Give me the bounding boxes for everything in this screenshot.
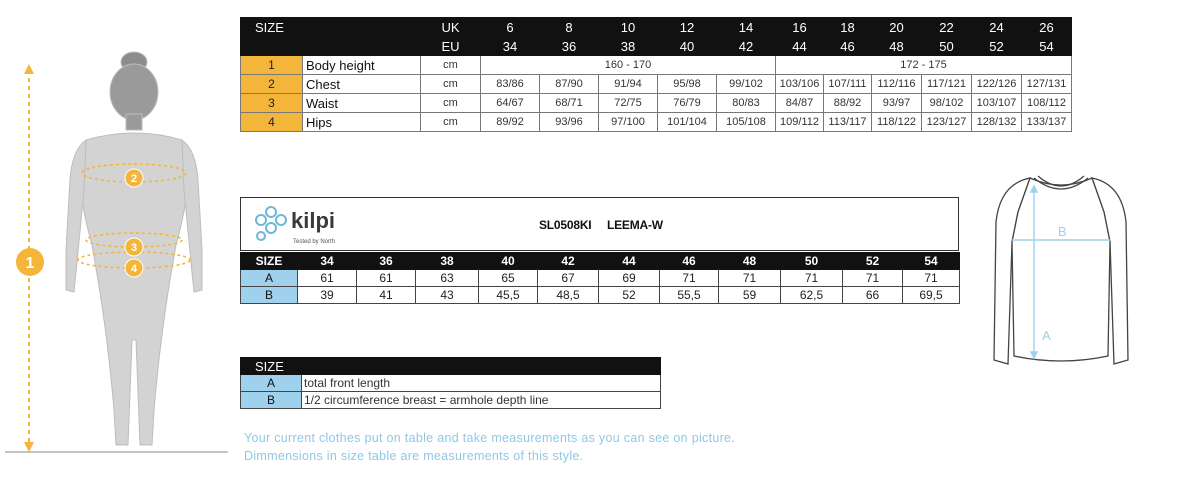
value-cell: 93/97	[872, 94, 922, 113]
legend-desc: total front length	[302, 375, 661, 392]
eu-size: 36	[540, 37, 599, 56]
svg-text:Tested by North: Tested by North	[293, 239, 336, 245]
value-cell: 99/102	[717, 75, 776, 94]
note-line: Your current clothes put on table and take measurements as you can see on picture.	[244, 431, 736, 445]
unit-cell: cm	[421, 56, 481, 75]
svg-text:3: 3	[130, 242, 138, 254]
value-cell: 88/92	[824, 94, 872, 113]
unit-cell: cm	[421, 94, 481, 113]
product-name: LEEMA-W	[607, 218, 663, 232]
measurement-notes	[244, 429, 864, 465]
size-cell: 54	[903, 253, 960, 270]
value-cell: 123/127	[922, 113, 972, 132]
size-cell: 42	[538, 253, 599, 270]
value-cell: 91/94	[599, 75, 658, 94]
legend-key: B	[241, 392, 302, 409]
uk-size: 6	[481, 18, 540, 37]
legend-desc: 1/2 circumference breast = armhole depth line	[302, 392, 661, 409]
row-number: 3	[241, 94, 303, 113]
uk-size: 18	[824, 18, 872, 37]
value-cell: 118/122	[872, 113, 922, 132]
value-cell: 93/96	[540, 113, 599, 132]
table-row	[241, 287, 960, 304]
eu-label: EU	[421, 37, 481, 56]
value-cell: 63	[416, 270, 479, 287]
row-label: Chest	[303, 75, 421, 94]
eu-size: 34	[481, 37, 540, 56]
value-cell: 69	[599, 270, 660, 287]
height-range: 160 - 170	[481, 56, 776, 75]
value-cell: 98/102	[922, 94, 972, 113]
empty-cell	[241, 37, 421, 56]
product-header-row	[241, 253, 960, 270]
value-cell: 59	[719, 287, 781, 304]
value-cell: 117/121	[922, 75, 972, 94]
table-row	[241, 75, 1072, 94]
eu-size: 46	[824, 37, 872, 56]
measure-key: B	[241, 287, 298, 304]
value-cell: 83/86	[481, 75, 540, 94]
eu-size: 52	[972, 37, 1022, 56]
eu-size: 38	[599, 37, 658, 56]
eu-size: 54	[1022, 37, 1072, 56]
size-cell: 38	[416, 253, 479, 270]
value-cell: 89/92	[481, 113, 540, 132]
value-cell: 61	[357, 270, 416, 287]
uk-size: 14	[717, 18, 776, 37]
value-cell: 71	[781, 270, 843, 287]
table-row	[241, 113, 1072, 132]
value-cell: 71	[843, 270, 903, 287]
uk-size: 20	[872, 18, 922, 37]
value-cell: 87/90	[540, 75, 599, 94]
uk-size: 24	[972, 18, 1022, 37]
svg-text:2: 2	[130, 173, 138, 185]
badge-waist	[125, 238, 143, 256]
value-cell: 71	[660, 270, 719, 287]
body-measurement-figure	[0, 40, 232, 460]
note-line: Dimmensions in size table are measurements of this style.	[244, 449, 584, 463]
brand-logo	[247, 202, 357, 248]
value-cell: 95/98	[658, 75, 717, 94]
row-label: Hips	[303, 113, 421, 132]
uk-size: 8	[540, 18, 599, 37]
size-cell: 44	[599, 253, 660, 270]
unit-cell: cm	[421, 75, 481, 94]
value-cell: 97/100	[599, 113, 658, 132]
product-header	[240, 197, 959, 251]
value-cell: 67	[538, 270, 599, 287]
legend-row	[241, 392, 661, 409]
size-cell: 52	[843, 253, 903, 270]
measure-key: A	[241, 270, 298, 287]
row-number: 1	[241, 56, 303, 75]
value-cell: 103/106	[776, 75, 824, 94]
height-range: 172 - 175	[776, 56, 1072, 75]
product-code: SL0508KI	[539, 218, 592, 232]
value-cell: 127/131	[1022, 75, 1072, 94]
size-cell: 48	[719, 253, 781, 270]
uk-size: 22	[922, 18, 972, 37]
value-cell: 55,5	[660, 287, 719, 304]
value-cell: 71	[903, 270, 960, 287]
svg-text:4: 4	[130, 263, 138, 275]
row-label: Waist	[303, 94, 421, 113]
value-cell: 133/137	[1022, 113, 1072, 132]
value-cell: 80/83	[717, 94, 776, 113]
shirt-label-b: B	[1058, 224, 1067, 239]
value-cell: 45,5	[479, 287, 538, 304]
legend-header: SIZE	[241, 358, 661, 375]
size-cell: 46	[660, 253, 719, 270]
value-cell: 113/117	[824, 113, 872, 132]
table-row	[241, 270, 960, 287]
row-number: 4	[241, 113, 303, 132]
size-cell: 50	[781, 253, 843, 270]
value-cell: 101/104	[658, 113, 717, 132]
eu-size: 40	[658, 37, 717, 56]
uk-size: 12	[658, 18, 717, 37]
value-cell: 64/67	[481, 94, 540, 113]
value-cell: 107/111	[824, 75, 872, 94]
badge-hips	[125, 259, 143, 277]
value-cell: 43	[416, 287, 479, 304]
value-cell: 122/126	[972, 75, 1022, 94]
value-cell: 48,5	[538, 287, 599, 304]
value-cell: 128/132	[972, 113, 1022, 132]
value-cell: 72/75	[599, 94, 658, 113]
row-label: Body height	[303, 56, 421, 75]
badge-height	[16, 248, 44, 276]
value-cell: 109/112	[776, 113, 824, 132]
badge-chest	[125, 169, 143, 187]
value-cell: 112/116	[872, 75, 922, 94]
size-cell: 36	[357, 253, 416, 270]
product-size-table	[240, 252, 960, 304]
legend-header-row	[241, 358, 661, 375]
eu-size: 42	[717, 37, 776, 56]
svg-text:1: 1	[25, 255, 35, 272]
size-cell: 34	[298, 253, 357, 270]
uk-label: UK	[421, 18, 481, 37]
uk-size-row	[241, 18, 1072, 37]
body-size-table	[240, 17, 1072, 132]
value-cell: 71	[719, 270, 781, 287]
eu-size: 48	[872, 37, 922, 56]
value-cell: 108/112	[1022, 94, 1072, 113]
value-cell: 66	[843, 287, 903, 304]
size-header-label: SIZE	[241, 253, 298, 270]
value-cell: 76/79	[658, 94, 717, 113]
value-cell: 62,5	[781, 287, 843, 304]
value-cell: 84/87	[776, 94, 824, 113]
size-header-label: SIZE	[241, 18, 421, 37]
value-cell: 65	[479, 270, 538, 287]
table-row	[241, 94, 1072, 113]
unit-cell: cm	[421, 113, 481, 132]
uk-size: 10	[599, 18, 658, 37]
value-cell: 52	[599, 287, 660, 304]
legend-key: A	[241, 375, 302, 392]
value-cell: 105/108	[717, 113, 776, 132]
legend-row	[241, 375, 661, 392]
shirt-label-a: A	[1042, 328, 1051, 343]
measurement-legend	[240, 357, 661, 409]
value-cell: 69,5	[903, 287, 960, 304]
uk-size: 16	[776, 18, 824, 37]
svg-text:kilpi: kilpi	[291, 208, 336, 233]
value-cell: 61	[298, 270, 357, 287]
value-cell: 39	[298, 287, 357, 304]
eu-size: 50	[922, 37, 972, 56]
size-cell: 40	[479, 253, 538, 270]
eu-size-row	[241, 37, 1072, 56]
uk-size: 26	[1022, 18, 1072, 37]
value-cell: 103/107	[972, 94, 1022, 113]
value-cell: 68/71	[540, 94, 599, 113]
eu-size: 44	[776, 37, 824, 56]
value-cell: 41	[357, 287, 416, 304]
row-number: 2	[241, 75, 303, 94]
shirt-diagram	[990, 172, 1132, 372]
table-row	[241, 56, 1072, 75]
